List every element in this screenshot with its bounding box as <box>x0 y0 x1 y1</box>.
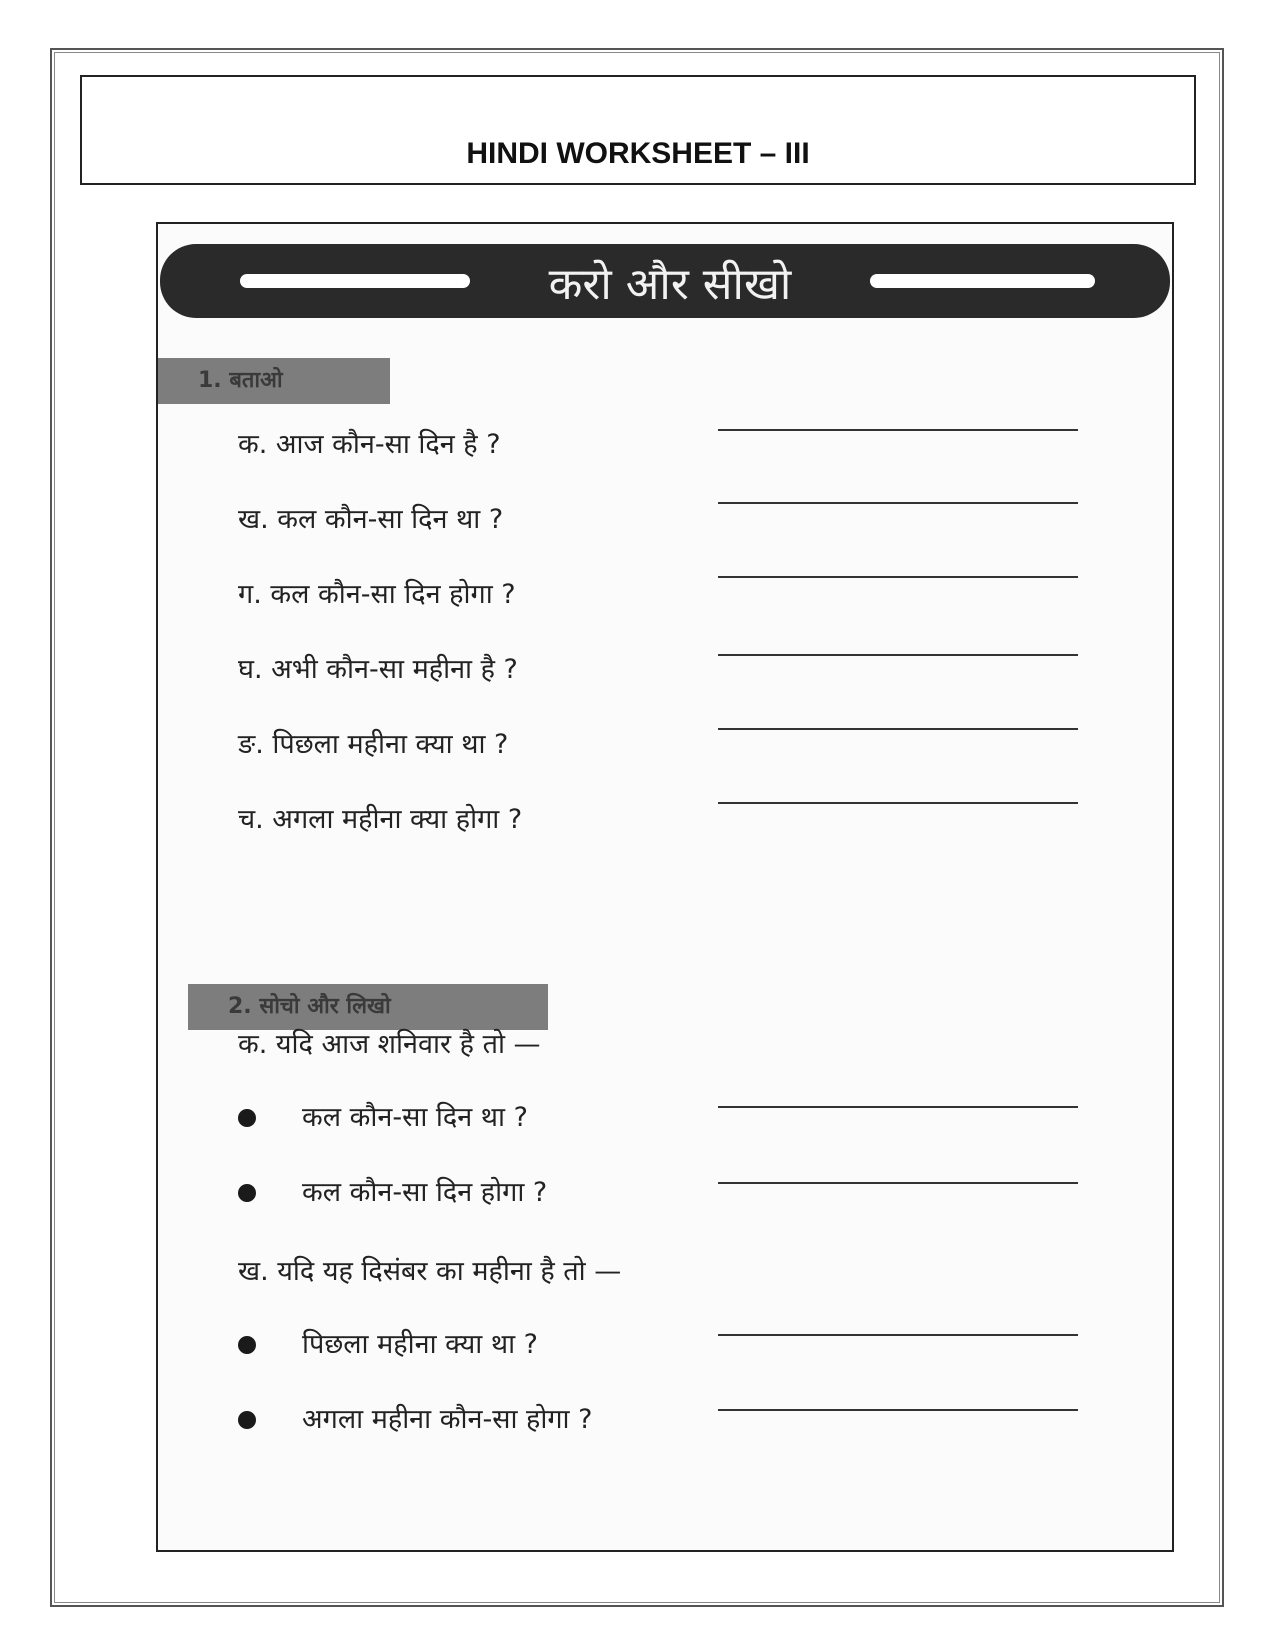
question-2b-2: अगला महीना कौन-सा होगा ? <box>302 1404 593 1435</box>
answer-line-1b[interactable] <box>718 502 1078 504</box>
answer-line-1a[interactable] <box>718 429 1078 431</box>
worksheet-title: HINDI WORKSHEET – III <box>466 137 810 170</box>
question-1e: ङ. पिछला महीना क्या था ? <box>238 729 509 760</box>
title-box <box>80 75 1196 185</box>
question-1f: च. अगला महीना क्या होगा ? <box>238 804 523 835</box>
banner-title: करो और सीखो <box>548 259 792 310</box>
section-1-heading: 1. बताओ <box>158 358 390 404</box>
answer-line-2a-1[interactable] <box>718 1106 1078 1108</box>
answer-line-2b-2[interactable] <box>718 1409 1078 1411</box>
prompt-2b: ख. यदि यह दिसंबर का महीना है तो — <box>238 1256 622 1287</box>
banner-pill-right <box>870 274 1095 288</box>
question-1a: क. आज कौन-सा दिन है ? <box>238 429 501 460</box>
bullet-icon <box>238 1109 256 1127</box>
answer-line-1f[interactable] <box>718 802 1078 804</box>
answer-line-1c[interactable] <box>718 576 1078 578</box>
banner <box>160 244 1170 318</box>
answer-line-2b-1[interactable] <box>718 1334 1078 1336</box>
prompt-2a: क. यदि आज शनिवार है तो — <box>238 1029 541 1060</box>
question-2b-1: पिछला महीना क्या था ? <box>302 1329 539 1360</box>
question-2a-1: कल कौन-सा दिन था ? <box>302 1102 528 1133</box>
banner-pill-left <box>240 274 470 288</box>
answer-line-2a-2[interactable] <box>718 1182 1078 1184</box>
question-1b: ख. कल कौन-सा दिन था ? <box>238 504 504 535</box>
question-2a-2: कल कौन-सा दिन होगा ? <box>302 1177 548 1208</box>
answer-line-1d[interactable] <box>718 654 1078 656</box>
scanned-worksheet <box>156 222 1174 1552</box>
bullet-icon <box>238 1184 256 1202</box>
question-1c: ग. कल कौन-सा दिन होगा ? <box>238 579 516 610</box>
section-2-heading: 2. सोचो और लिखो <box>188 984 548 1030</box>
question-1d: घ. अभी कौन-सा महीना है ? <box>238 654 518 685</box>
answer-line-1e[interactable] <box>718 728 1078 730</box>
bullet-icon <box>238 1336 256 1354</box>
bullet-icon <box>238 1411 256 1429</box>
